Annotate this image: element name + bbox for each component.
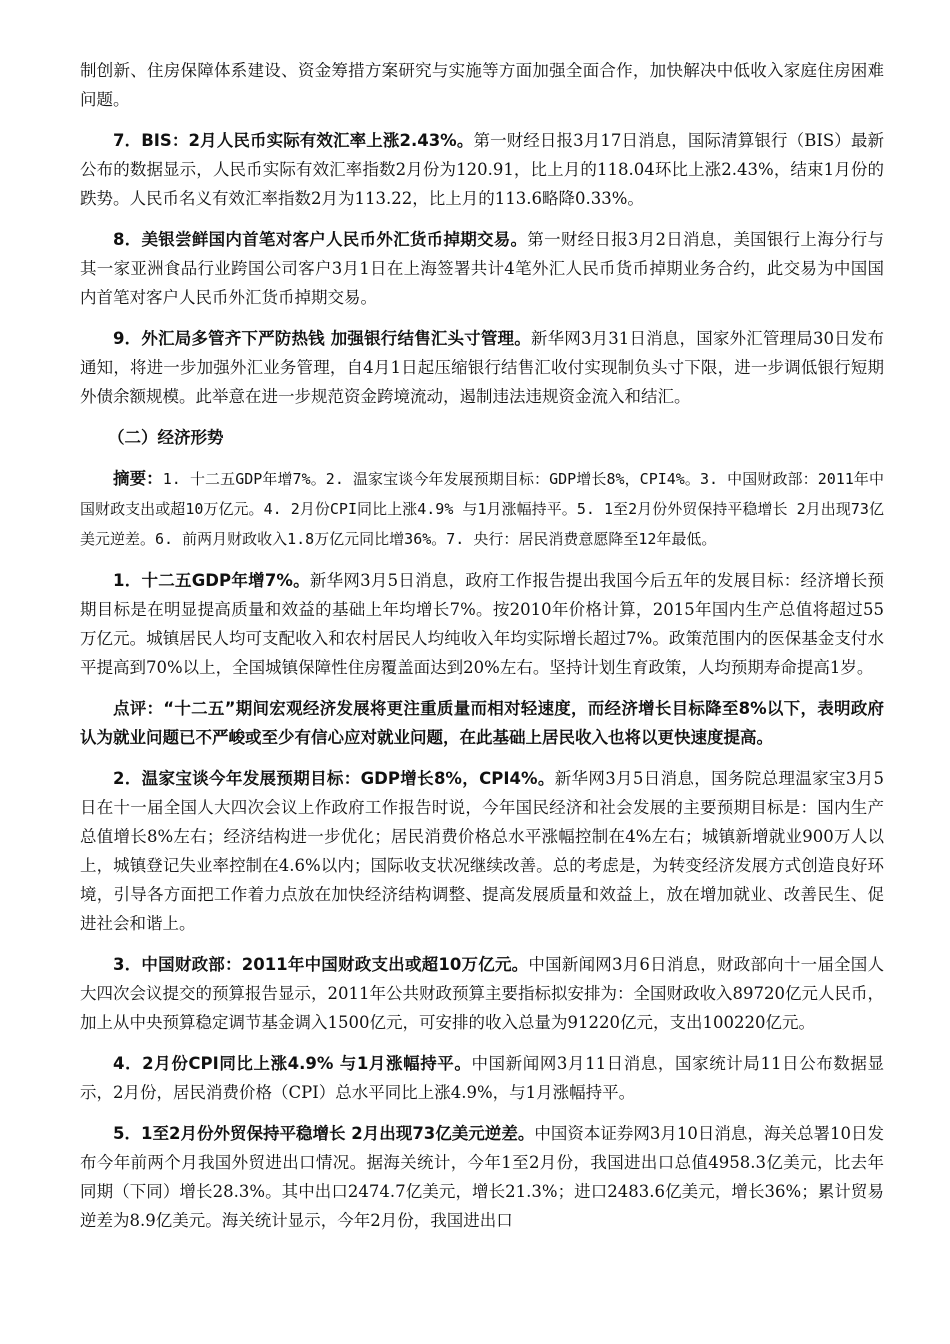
news-item-7 (80, 126, 884, 213)
news-item-title: 9．外汇局多管齐下严防热钱 加强银行结售汇头寸管理。 (113, 329, 531, 348)
economy-item-1 (80, 566, 884, 682)
news-item-body: 新华网3月5日消息，政府工作报告提出我国今后五年的发展目标：经济增长预期目标是在明显提高质量和效益的基础上年均增长7%。按2010年价格计算，2015年国内生产总值将超过55万亿元。城镇居民人均可支配收入和农村居民人均纯收入年均实际增长超过7%。政策范围内的医保基金支付水平提高到70%以上，全国城镇保障性住房覆盖面达到20%左右。坚持计划生育政策，人均预期寿命提高1岁。 (80, 571, 885, 677)
news-item-title: 8．美银尝鲜国内首笔对客户人民币外汇货币掉期交易。 (113, 230, 528, 249)
news-item-9 (80, 324, 884, 411)
news-item-body: 中国新闻网3月6日消息，财政部向十一届全国人大四次会议提交的预算报告显示，2011年公共财政预算主要指标拟安排为：全国财政收入89720亿元人民币，加上从中央预算稳定调节基金调入1500亿元，可安排的收入总量为91220亿元，支出100220亿元。 (80, 955, 884, 1032)
news-item-title: 3．中国财政部：2011年中国财政支出或超10万亿元。 (113, 955, 529, 974)
paragraph-continuation (80, 56, 884, 114)
news-item-body: 新华网3月31日消息，国家外汇管理局30日发布通知，将进一步加强外汇业务管理，自4月1日起压缩银行结售汇收付实现制负头寸下限，进一步调低银行短期外债余额规模。此举意在进一步规范资金跨境流动，遏制违法违规资金流入和结汇。 (80, 329, 884, 406)
news-item-body: 中国新闻网3月11日消息，国家统计局11日公布数据显示，2月份，居民消费价格（CPI）总水平同比上涨4.9%，与1月涨幅持平。 (80, 1054, 884, 1102)
news-item-8 (80, 225, 884, 312)
news-item-title: 4．2月份CPI同比上涨4.9% 与1月涨幅持平。 (113, 1054, 472, 1073)
news-item-title: 2．温家宝谈今年发展预期目标：GDP增长8%，CPI4%。 (113, 769, 555, 788)
news-item-body: 中国资本证券网3月10日消息，海关总署10日发布今年前两个月我国外贸进出口情况。据海关统计，今年1至2月份，我国进出口总值4958.3亿美元，比去年同期（下同）增长28.3%。其中出口2474.7亿美元，增长21.3%；进口2483.6亿美元，增长36%；累计贸易逆差为8.9亿美元。海关统计显示，今年2月份，我国进出口 (80, 1124, 884, 1230)
economy-item-4 (80, 1049, 884, 1107)
summary-paragraph (80, 464, 884, 554)
news-item-title: 5．1至2月份外贸保持平稳增长 2月出现73亿美元逆差。 (113, 1124, 535, 1143)
economy-item-2 (80, 764, 884, 938)
news-item-title: 7．BIS：2月人民币实际有效汇率上涨2.43%。 (113, 131, 474, 150)
news-item-body: 第一财经日报3月17日消息，国际清算银行（BIS）最新公布的数据显示，人民币实际有效汇率指数2月份为120.91，比上月的118.04环比上涨2.43%，结束1月份的跌势。人民币名义有效汇率指数2月为113.22，比上月的113.6略降0.33%。 (80, 131, 884, 208)
news-item-body: 新华网3月5日消息，国务院总理温家宝3月5日在十一届全国人大四次会议上作政府工作报告时说，今年国民经济和社会发展的主要预期目标是：国内生产总值增长8%左右；经济结构进一步优化；居民消费价格总水平涨幅控制在4%左右；城镇新增就业900万人以上，城镇登记失业率控制在4.6%以内；国际收支状况继续改善。总的考虑是，为转变经济发展方式创造良好环境，引导各方面把工作着力点放在加快经济结构调整、提高发展质量和效益上，放在增加就业、改善民生、促进社会和谐上。 (80, 769, 884, 933)
commentary-paragraph: 点评：“十二五”期间宏观经济发展将更注重质量而相对轻速度，而经济增长目标降至8%以下，表明政府认为就业问题已不严峻或至少有信心应对就业问题，在此基础上居民收入也将以更快速度提高。 (80, 699, 884, 747)
summary-label: 摘要： (113, 469, 163, 488)
economy-item-5 (80, 1119, 884, 1235)
news-item-body: 第一财经日报3月2日消息，美国银行上海分行与其一家亚洲食品行业跨国公司客户3月1日在上海签署共计4笔外汇人民币货币掉期业务合约，此交易为中国国内首笔对客户人民币外汇货币掉期交易。 (80, 230, 885, 307)
economy-item-3 (80, 950, 884, 1037)
paragraph-body: 制创新、住房保障体系建设、资金筹措方案研究与实施等方面加强全面合作，加快解决中低收入家庭住房困难问题。 (80, 61, 884, 109)
section-heading: （二）经济形势 (108, 428, 224, 447)
news-item-title: 1．十二五GDP年增7%。 (113, 571, 310, 590)
summary-body: 1. 十二五GDP年增7%。2. 温家宝谈今年发展预期目标：GDP增长8%，CPI4%。3. 中国财政部：2011年中国财政支出或超10万亿元。4. 2月份CPI同比上涨4.9% 与1月涨幅持平。5. 1至2月份外贸保持平稳增长 2月出现73亿美元逆差。6. 前两月财政收入1.8万亿元同比增36%。7. 央行：居民消费意愿降至12年最低。 (80, 470, 884, 548)
